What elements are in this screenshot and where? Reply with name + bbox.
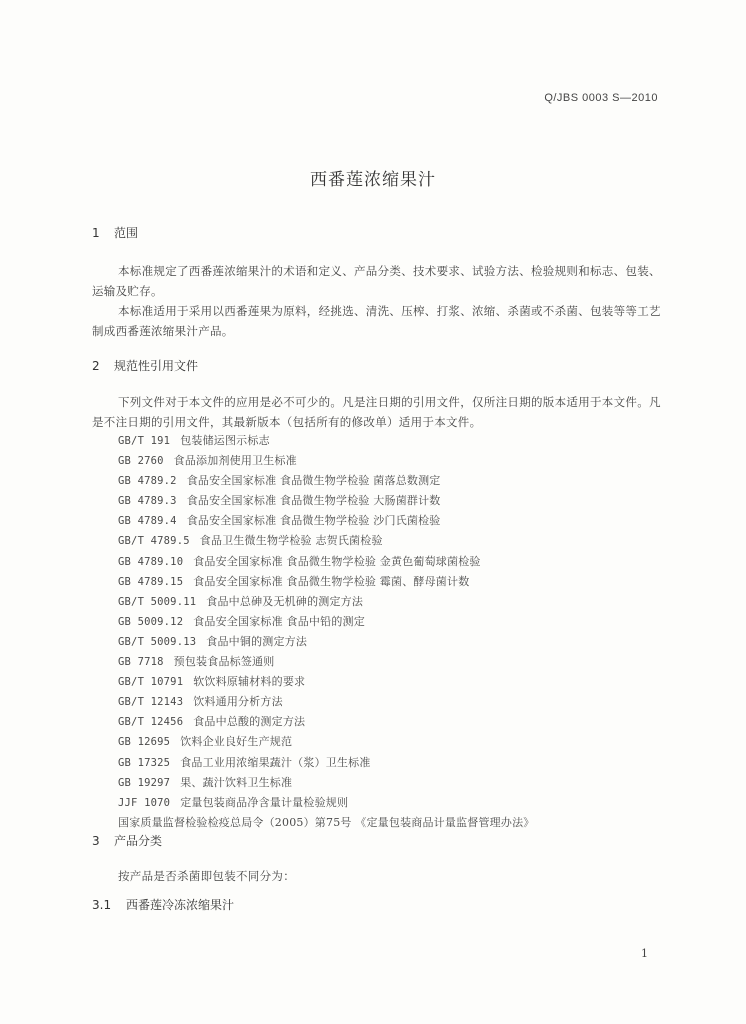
reference-title: 饮料通用分析方法 bbox=[193, 695, 283, 709]
reference-title: 食品安全国家标准 食品微生物学检验 大肠菌群计数 bbox=[186, 494, 441, 508]
reference-item bbox=[118, 431, 535, 451]
reference-item bbox=[118, 773, 535, 793]
reference-code: GB/T 5009.13 bbox=[118, 635, 197, 648]
reference-code: GB/T 10791 bbox=[118, 676, 184, 689]
section-3-number: 3 bbox=[92, 834, 100, 848]
reference-title: 国家质量监督检验检疫总局令（2005）第75号 《定量包装商品计量监督管理办法》 bbox=[118, 815, 535, 829]
reference-item bbox=[118, 652, 535, 672]
reference-code: GB 4789.3 bbox=[118, 495, 177, 508]
reference-item bbox=[118, 753, 535, 773]
reference-title: 果、蔬汁饮料卫生标准 bbox=[180, 775, 293, 789]
reference-list bbox=[118, 431, 535, 832]
subsection-3-1-heading bbox=[92, 896, 234, 913]
reference-code: GB 4789.4 bbox=[118, 515, 177, 528]
section-3-title: 产品分类 bbox=[114, 834, 163, 848]
reference-code: GB/T 12143 bbox=[118, 696, 184, 709]
reference-code: GB/T 12456 bbox=[118, 716, 184, 729]
reference-item bbox=[118, 511, 535, 531]
reference-title: 食品中总砷及无机砷的测定方法 bbox=[206, 594, 364, 608]
reference-item bbox=[118, 732, 535, 752]
reference-item bbox=[118, 552, 535, 572]
reference-item bbox=[118, 793, 535, 813]
section-1-title: 范围 bbox=[114, 226, 139, 240]
reference-title: 食品中总酸的测定方法 bbox=[193, 715, 306, 729]
section-3-heading bbox=[92, 832, 162, 849]
reference-item bbox=[118, 712, 535, 732]
section-1-paragraph-2: 本标准适用于采用以西番莲果为原料，经挑选、清洗、压榨、打浆、浓缩、杀菌或不杀菌、包装等等工艺制成西番莲浓缩果汁产品。 bbox=[92, 304, 661, 338]
section-3-intro: 按产品是否杀菌即包装不同分为： bbox=[118, 869, 295, 883]
reference-title: 食品中铜的测定方法 bbox=[206, 634, 308, 648]
reference-item bbox=[118, 592, 535, 612]
section-1-heading bbox=[92, 224, 138, 241]
reference-code: GB 7718 bbox=[118, 656, 164, 669]
reference-item bbox=[118, 632, 535, 652]
subsection-3-1-title: 西番莲冷冻浓缩果汁 bbox=[126, 898, 235, 912]
section-2-title: 规范性引用文件 bbox=[114, 359, 199, 373]
reference-title: 食品安全国家标准 食品中铅的测定 bbox=[193, 614, 365, 628]
reference-code: GB 12695 bbox=[118, 736, 171, 749]
section-2-intro: 下列文件对于本文件的应用是必不可少的。凡是注日期的引用文件，仅所注日期的版本适用于本文件。凡是不注日期的引用文件，其最新版本（包括所有的修改单）适用于本文件。 bbox=[92, 395, 661, 429]
reference-code: GB 5009.12 bbox=[118, 615, 184, 628]
document-title: 西番莲浓缩果汁 bbox=[310, 170, 436, 190]
reference-code: JJF 1070 bbox=[118, 796, 171, 809]
reference-title: 食品安全国家标准 食品微生物学检验 金黄色葡萄球菌检验 bbox=[193, 554, 481, 568]
reference-item bbox=[118, 471, 535, 491]
section-1-number: 1 bbox=[92, 226, 100, 240]
reference-item bbox=[118, 813, 535, 832]
reference-title: 定量包装商品净含量计量检验规则 bbox=[180, 795, 349, 809]
reference-item bbox=[118, 612, 535, 632]
reference-title: 饮料企业良好生产规范 bbox=[180, 735, 293, 749]
reference-item bbox=[118, 692, 535, 712]
reference-item bbox=[118, 672, 535, 692]
reference-title: 食品安全国家标准 食品微生物学检验 霉菌、酵母菌计数 bbox=[193, 574, 470, 588]
reference-title: 食品安全国家标准 食品微生物学检验 沙门氏菌检验 bbox=[186, 514, 441, 528]
section-2-heading bbox=[92, 357, 198, 374]
reference-code: GB 4789.10 bbox=[118, 555, 184, 568]
reference-title: 包装储运图示标志 bbox=[180, 434, 270, 447]
reference-item bbox=[118, 451, 535, 471]
reference-item bbox=[118, 572, 535, 592]
section-1-paragraph-1: 本标准规定了西番莲浓缩果汁的术语和定义、产品分类、技术要求、试验方法、检验规则和标志、包装、运输及贮存。 bbox=[92, 264, 661, 298]
standard-code: Q/JBS 0003 S—2010 bbox=[544, 92, 658, 104]
reference-code: GB 2760 bbox=[118, 455, 164, 468]
reference-title: 软饮料原辅材料的要求 bbox=[193, 675, 306, 689]
reference-code: GB 17325 bbox=[118, 756, 171, 769]
reference-code: GB/T 4789.5 bbox=[118, 535, 190, 548]
reference-title: 食品添加剂使用卫生标准 bbox=[173, 454, 297, 468]
reference-code: GB 4789.2 bbox=[118, 475, 177, 488]
reference-title: 食品工业用浓缩果蔬汁（浆）卫生标准 bbox=[180, 755, 371, 769]
reference-item bbox=[118, 491, 535, 511]
reference-code: GB/T 5009.11 bbox=[118, 595, 197, 608]
reference-code: GB 4789.15 bbox=[118, 575, 184, 588]
reference-title: 食品卫生微生物学检验 志贺氏菌检验 bbox=[199, 534, 383, 548]
section-2-number: 2 bbox=[92, 359, 100, 373]
page-number: 1 bbox=[641, 947, 648, 960]
reference-code: GB/T 191 bbox=[118, 435, 171, 447]
subsection-3-1-number: 3.1 bbox=[92, 898, 112, 912]
reference-title: 食品安全国家标准 食品微生物学检验 菌落总数测定 bbox=[186, 474, 441, 488]
reference-item bbox=[118, 531, 535, 551]
reference-title: 预包装食品标签通则 bbox=[173, 655, 275, 669]
reference-code: GB 19297 bbox=[118, 776, 171, 789]
